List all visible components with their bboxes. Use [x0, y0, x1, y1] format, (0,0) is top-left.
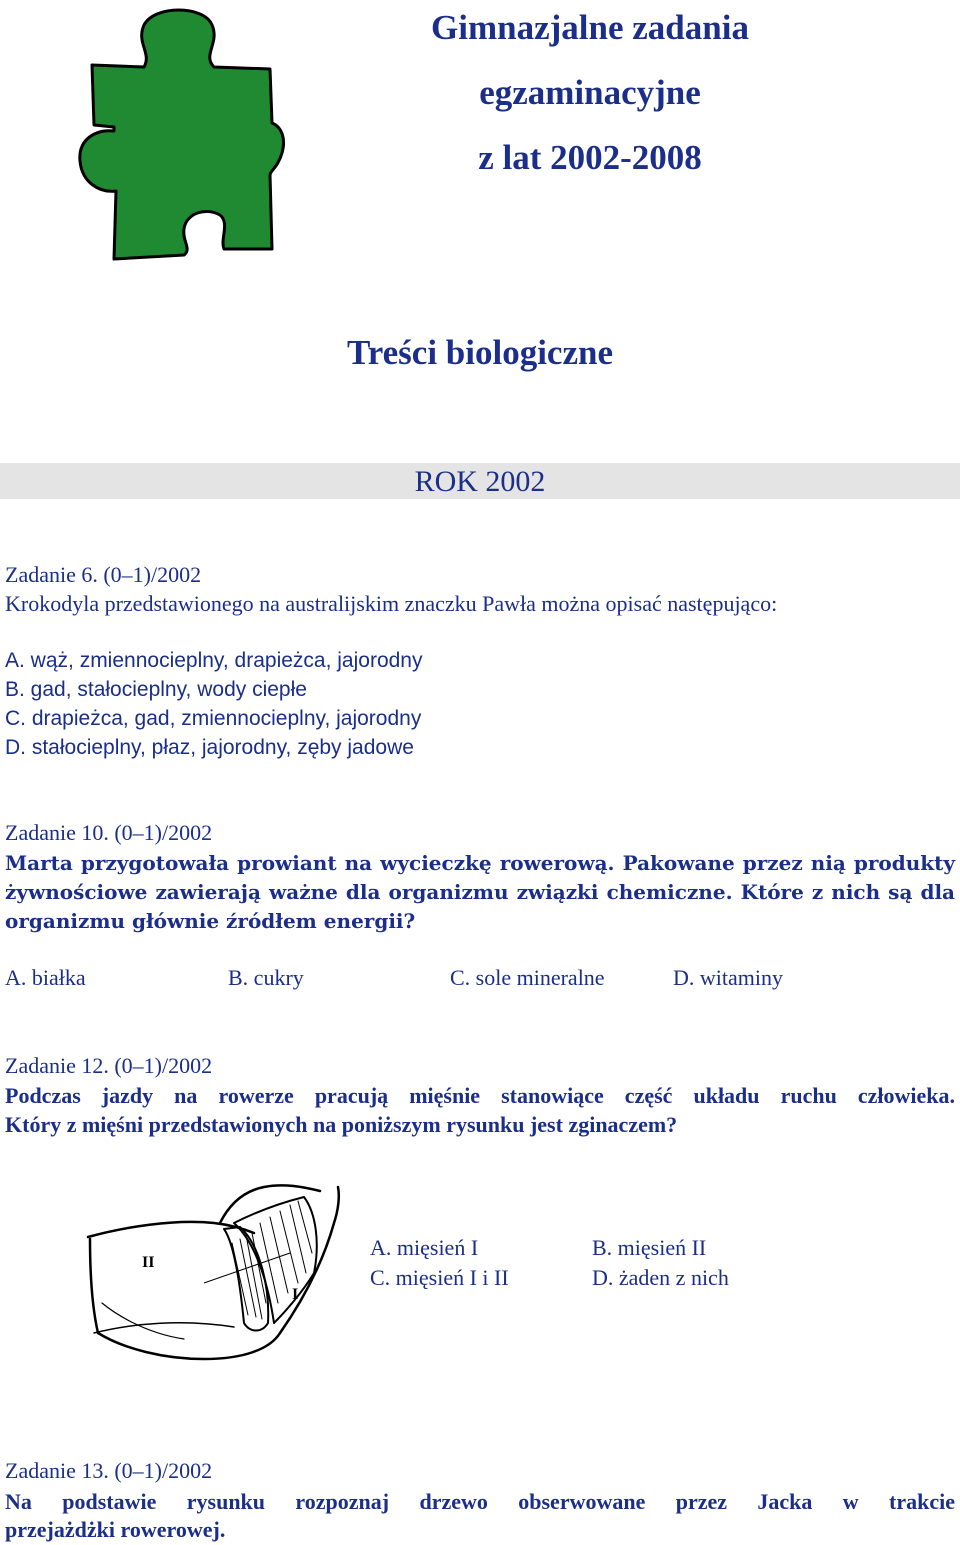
figure-label-i: I [292, 1286, 299, 1303]
task-12-option-b: B. mięsień II [592, 1235, 707, 1260]
task-10-heading: Zadanie 10. (0–1)/2002 [5, 820, 213, 845]
year-label: ROK 2002 [414, 465, 546, 498]
green-puzzle-piece-icon [74, 3, 286, 271]
task-6-option-b: B. gad, stałocieplny, wody ciepłe [5, 678, 307, 701]
task-6-text: Krokodyla przedstawionego na australijskim znaczku Pawła można opisać następująco: [5, 591, 778, 616]
task-10-text-line-2: żywnościowe zawierają ważne dla organizmu związki chemiczne. Które z nich są dla [5, 880, 955, 904]
task-12-text-line-1: Podczas jazdy na rowerze pracują mięśnie stanowiące część układu ruchu człowieka. [5, 1083, 955, 1108]
task-13-heading: Zadanie 13. (0–1)/2002 [5, 1458, 213, 1483]
task-10-option-d: D. witaminy [673, 965, 783, 990]
task-13-text-line-2: przejażdżki rowerowej. [5, 1517, 226, 1542]
task-13-text-line-1: Na podstawie rysunku rozpoznaj drzewo obserwowane przez Jacka w trakcie [5, 1489, 955, 1514]
task-10-text-line-3: organizmu głównie źródłem energii? [5, 909, 416, 933]
figure-label-ii: II [142, 1254, 155, 1271]
task-6-heading: Zadanie 6. (0–1)/2002 [5, 562, 202, 587]
task-12-option-a: A. mięsień I [370, 1235, 479, 1260]
task-12-option-d: D. żaden z nich [592, 1265, 729, 1290]
title-line-3: z lat 2002-2008 [478, 138, 702, 177]
task-6-option-d: D. stałocieplny, płaz, jajorodny, zęby jadowe [5, 736, 414, 759]
title-line-1: Gimnazjalne zadania [431, 8, 749, 47]
task-10-text-line-1: Marta przygotowała prowiant na wycieczkę rowerową. Pakowane przez nią produkty [5, 851, 955, 875]
title-line-2: egzaminacyjne [479, 73, 701, 112]
year-bar [0, 463, 960, 499]
task-12-option-c: C. mięsień I i II [370, 1265, 509, 1290]
arm-muscle-figure [84, 1183, 354, 1383]
task-10-option-c: C. sole mineralne [450, 965, 605, 990]
task-12-heading: Zadanie 12. (0–1)/2002 [5, 1053, 213, 1078]
page-subtitle: Treści biologiczne [346, 333, 614, 372]
task-6-option-c: C. drapieżca, gad, zmiennocieplny, jajorodny [5, 707, 422, 730]
task-10-option-b: B. cukry [228, 965, 304, 990]
task-6-option-a: A. wąż, zmiennocieplny, drapieżca, jajorodny [5, 649, 423, 672]
task-12-text-line-2: Który z mięśni przedstawionych na poniższym rysunku jest zginaczem? [5, 1112, 678, 1137]
task-10-option-a: A. białka [5, 965, 86, 990]
